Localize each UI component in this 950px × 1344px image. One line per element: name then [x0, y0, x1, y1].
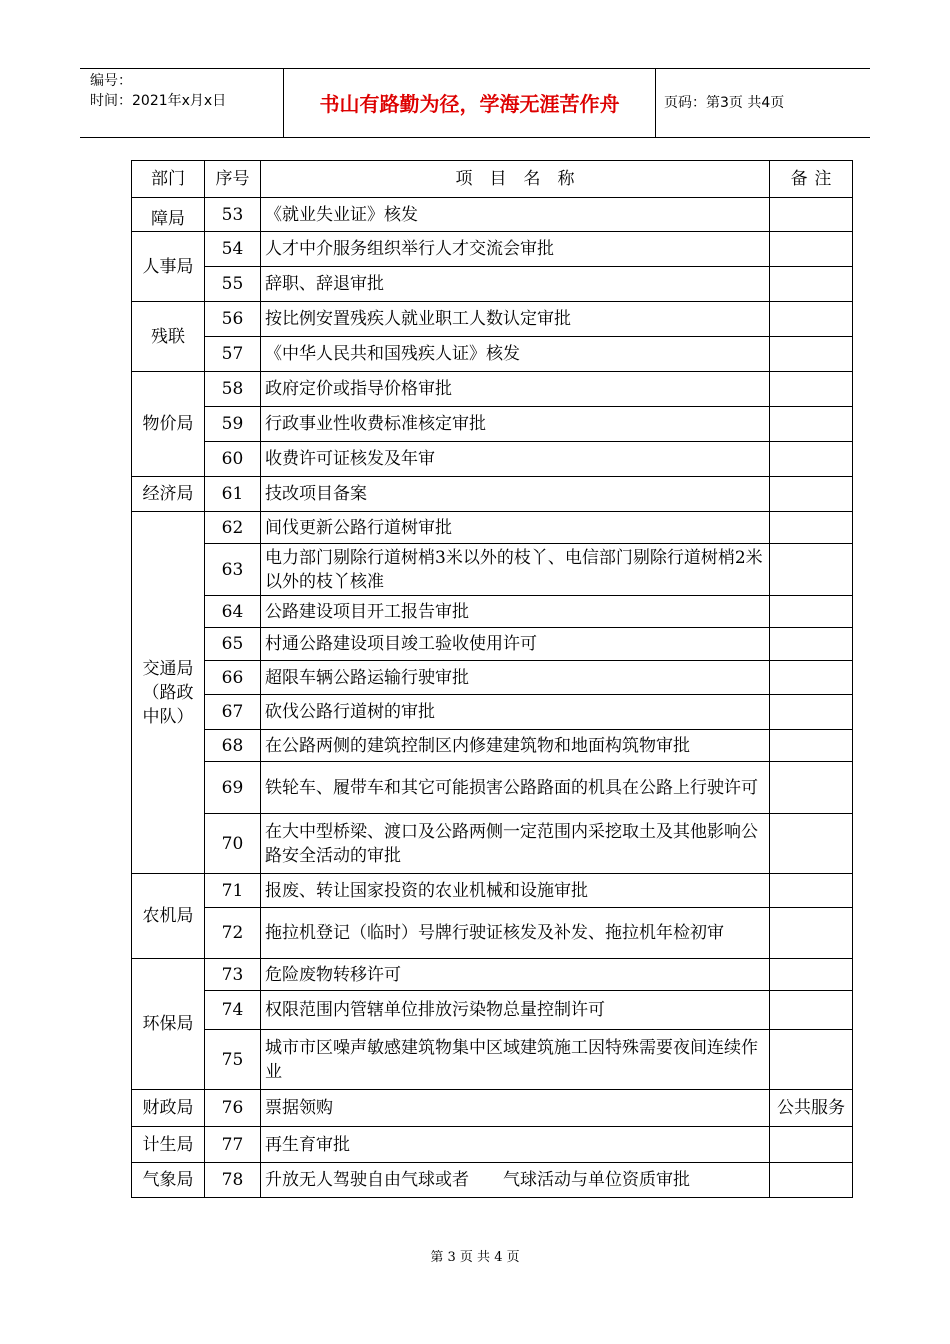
item-name: 报废、转让国家投资的农业机械和设施审批	[261, 874, 770, 908]
dept-label-line: 环保局	[142, 1014, 194, 1034]
item-number: 66	[205, 661, 261, 695]
table-row	[132, 267, 853, 302]
table-row	[132, 232, 853, 267]
item-name: 城市市区噪声敏感建筑物集中区域建筑施工因特殊需要夜间连续作业	[261, 1030, 770, 1090]
dept-cell	[132, 477, 205, 512]
dept-label-line: 物价局	[142, 414, 194, 434]
dept-label-line: 交通局	[142, 658, 194, 679]
dept-label-line: 残联	[151, 326, 185, 347]
serial-label: 编号：	[90, 73, 132, 89]
item-note: 公共服务	[770, 1090, 853, 1127]
item-name: 票据领购	[261, 1090, 770, 1127]
table-row	[132, 762, 853, 814]
item-note	[770, 407, 853, 442]
item-number: 62	[205, 512, 261, 544]
item-number: 70	[205, 814, 261, 874]
item-number: 58	[205, 372, 261, 407]
table-row	[132, 661, 853, 695]
table-row	[132, 544, 853, 596]
dept-label-line: 气象局	[142, 1170, 194, 1190]
table-row	[132, 695, 853, 730]
item-name: 村通公路建设项目竣工验收使用许可	[261, 628, 770, 661]
item-number: 63	[205, 544, 261, 596]
table-body	[132, 198, 853, 1198]
page-footer: 第 3 页 共 4 页	[430, 1250, 520, 1265]
table-row	[132, 1163, 853, 1198]
time-label: 时间：2021年x月x日	[90, 93, 227, 109]
dept-cell	[132, 959, 205, 1090]
item-name: 电力部门剔除行道树梢3米以外的枝丫、电信部门剔除行道树梢2米以外的枝丫核准	[261, 544, 770, 596]
item-name: 危险废物转移许可	[261, 959, 770, 991]
item-number: 71	[205, 874, 261, 908]
item-number: 55	[205, 267, 261, 302]
item-note	[770, 442, 853, 477]
table-row	[132, 959, 853, 991]
item-number: 76	[205, 1090, 261, 1127]
dept-cell	[132, 874, 205, 959]
item-name: 辞职、辞退审批	[261, 267, 770, 302]
item-name: 间伐更新公路行道树审批	[261, 512, 770, 544]
item-name: 《中华人民共和国残疾人证》核发	[261, 337, 770, 372]
item-number: 59	[205, 407, 261, 442]
dept-label-line: 中队）	[142, 706, 194, 727]
item-number: 57	[205, 337, 261, 372]
column-header-no: 序号	[205, 161, 261, 198]
table-row	[132, 1030, 853, 1090]
dept-label-line: 经济局	[142, 484, 194, 504]
item-number: 74	[205, 991, 261, 1030]
table-row	[132, 991, 853, 1030]
dept-label-line: （路政	[142, 682, 194, 703]
dept-label-line: 计生局	[142, 1134, 194, 1155]
item-note	[770, 372, 853, 407]
dept-cell	[132, 512, 205, 874]
item-note	[770, 730, 853, 762]
dept-label-line: 农机局	[142, 906, 194, 926]
item-number: 60	[205, 442, 261, 477]
item-number: 75	[205, 1030, 261, 1090]
dept-cell	[132, 1127, 205, 1163]
item-name: 砍伐公路行道树的审批	[261, 695, 770, 730]
item-note	[770, 337, 853, 372]
dept-cell	[132, 302, 205, 372]
item-number: 67	[205, 695, 261, 730]
dept-label-line: 财政局	[142, 1098, 194, 1118]
item-note	[770, 267, 853, 302]
item-name: 铁轮车、履带车和其它可能损害公路路面的机具在公路上行驶许可	[261, 762, 770, 814]
table-row	[132, 908, 853, 959]
item-note	[770, 232, 853, 267]
item-note	[770, 1163, 853, 1198]
column-header-dept: 部门	[132, 161, 205, 198]
item-number: 61	[205, 477, 261, 512]
column-header-name: 项 目 名 称	[261, 161, 770, 198]
table-row	[132, 730, 853, 762]
table-row	[132, 874, 853, 908]
item-number: 72	[205, 908, 261, 959]
item-note	[770, 959, 853, 991]
item-number: 69	[205, 762, 261, 814]
dept-cell	[132, 1090, 205, 1127]
item-note	[770, 874, 853, 908]
dept-cell	[132, 198, 205, 232]
item-note	[770, 512, 853, 544]
item-note	[770, 695, 853, 730]
item-note	[770, 302, 853, 337]
item-note	[770, 661, 853, 695]
item-note	[770, 477, 853, 512]
header-motto: 书山有路勤为径，学海无涯苦作舟	[319, 92, 620, 116]
item-note	[770, 198, 853, 232]
dept-cell	[132, 1163, 205, 1198]
page-header	[80, 68, 870, 138]
table-row	[132, 302, 853, 337]
header-page-info: 页码：第3页 共4页	[664, 95, 785, 111]
table-row	[132, 337, 853, 372]
item-name: 超限车辆公路运输行驶审批	[261, 661, 770, 695]
item-name: 权限范围内管辖单位排放污染物总量控制许可	[261, 991, 770, 1030]
item-note	[770, 991, 853, 1030]
item-number: 78	[205, 1163, 261, 1198]
item-name: 拖拉机登记（临时）号牌行驶证核发及补发、拖拉机年检初审	[261, 908, 770, 959]
table-row	[132, 442, 853, 477]
item-number: 68	[205, 730, 261, 762]
item-name: 再生育审批	[261, 1127, 770, 1163]
table-row	[132, 1090, 853, 1127]
dept-cell	[132, 232, 205, 302]
item-name: 在大中型桥梁、渡口及公路两侧一定范围内采挖取土及其他影响公路安全活动的审批	[261, 814, 770, 874]
item-name: 技改项目备案	[261, 477, 770, 512]
item-note	[770, 628, 853, 661]
approval-items-table	[131, 160, 853, 1198]
table-row	[132, 407, 853, 442]
item-note	[770, 1030, 853, 1090]
dept-cell	[132, 372, 205, 477]
item-name: 收费许可证核发及年审	[261, 442, 770, 477]
item-name: 升放无人驾驶自由气球或者 气球活动与单位资质审批	[261, 1163, 770, 1198]
item-note	[770, 1127, 853, 1163]
item-number: 54	[205, 232, 261, 267]
item-note	[770, 596, 853, 628]
header-meta	[90, 71, 285, 111]
item-number: 64	[205, 596, 261, 628]
dept-label-line: 障局	[151, 209, 185, 229]
item-name: 行政事业性收费标准核定审批	[261, 407, 770, 442]
table-row	[132, 596, 853, 628]
item-note	[770, 814, 853, 874]
item-note	[770, 544, 853, 596]
item-number: 77	[205, 1127, 261, 1163]
table-header-row	[132, 161, 853, 198]
column-header-note: 备注	[770, 161, 853, 198]
table-row	[132, 1127, 853, 1163]
item-name: 政府定价或指导价格审批	[261, 372, 770, 407]
table-row	[132, 198, 853, 232]
item-number: 65	[205, 628, 261, 661]
table-row	[132, 477, 853, 512]
table-row	[132, 512, 853, 544]
table-row	[132, 372, 853, 407]
dept-label-line: 人事局	[142, 256, 194, 277]
table-row	[132, 628, 853, 661]
item-name: 《就业失业证》核发	[261, 198, 770, 232]
item-name: 按比例安置残疾人就业职工人数认定审批	[261, 302, 770, 337]
item-name: 人才中介服务组织举行人才交流会审批	[261, 232, 770, 267]
item-number: 53	[205, 198, 261, 232]
item-number: 56	[205, 302, 261, 337]
table-row	[132, 814, 853, 874]
item-name: 在公路两侧的建筑控制区内修建建筑物和地面构筑物审批	[261, 730, 770, 762]
header-divider	[655, 69, 656, 137]
item-note	[770, 908, 853, 959]
item-number: 73	[205, 959, 261, 991]
item-name: 公路建设项目开工报告审批	[261, 596, 770, 628]
item-note	[770, 762, 853, 814]
